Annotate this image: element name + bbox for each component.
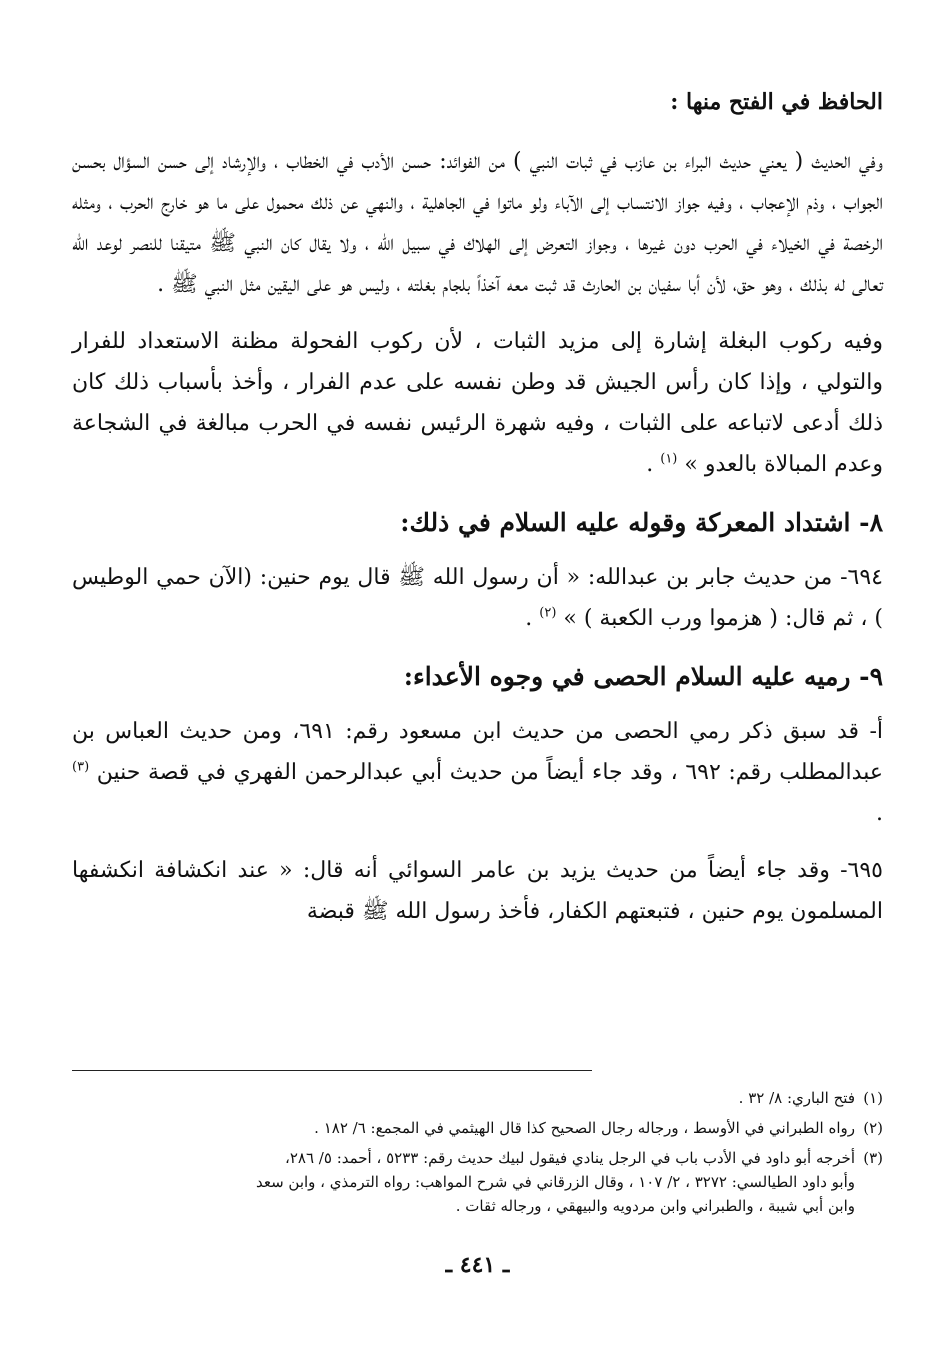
intro-line: الحافظ في الفتح منها : <box>670 89 883 115</box>
book-page <box>72 82 883 1315</box>
page-number: ـ ٤٤١ ـ <box>445 1252 510 1278</box>
footnote-3 <box>72 1146 883 1218</box>
footnote-text-continued: وابن أبي شيبة ، والطبراني وابن مردويه والبيهقي ، ورجاله ثقات . <box>455 1197 855 1215</box>
footnote-number: (١) <box>863 1089 883 1107</box>
hadith-694-text: ٦٩٤- من حديث جابر بن عبدالله: « أن رسول الله ﷺ قال يوم حنين: (الآن حمي الوطيس ) ، ثم قال: ( هزموا ورب الكعبة ) » <box>72 565 883 631</box>
section-heading-8: ٨- اشتداد المعركة وقوله عليه السلام في ذلك: <box>400 508 883 537</box>
footnote-text: فتح الباري: ٨/ ٣٢ . <box>738 1089 855 1107</box>
footnote-number: (٢) <box>863 1119 883 1137</box>
footnote-text: رواه الطبراني في الأوسط ، ورجاله رجال الصحيح كذا قال الهيثمي في المجمع: ٦/ ١٨٢ . <box>314 1119 855 1137</box>
paragraph-fawaid: وفي الحديث ( يعني حديث البراء بن عازب في ثبات النبي ) من الفوائد: حسن الأدب في الخطاب ، والإرشاد إلى حسن السؤال بحسن الجواب ، وذم الإعجاب ، وفيه جواز الانتساب إلى الآباء ولو ماتوا في الجاهلية ، والنهي عن ذلك محمول على ما هو خارج الحرب ، ومثله الرخصة في الخيلاء في الحرب دون غيرها ، وجواز التعرض إلى الهلاك في سبيل الله ، ولا يقال كان النبي ﷺ متيقنا للنصر لوعد الله تعالى له بذلك ، وهو حق، لأن أبا سفيان بن الحارث قد ثبت معه آخذاً بلجام بغلته ، وليس هو على اليقين مثل النبي ﷺ . <box>72 149 883 297</box>
footnote-2 <box>72 1116 883 1140</box>
footnote-number: (٣) <box>863 1149 883 1167</box>
section-heading-9: ٩- رميه عليه السلام الحصى في وجوه الأعداء: <box>403 662 883 691</box>
footnote-ref-2: (٢) <box>539 605 557 621</box>
footnote-divider <box>72 1070 592 1071</box>
footnote-text-continued: وأبو داود الطيالسي: ٣٢٧٢ ، ٢/ ١٠٧ ، وقال الزرقاني في شرح المواهب: رواه الترمذي ، وابن سعد <box>255 1173 855 1191</box>
period: . <box>525 606 533 631</box>
footnotes <box>72 1086 883 1224</box>
footnote-ref-3: (٣) <box>72 759 90 775</box>
footnote-ref-1: (١) <box>660 451 678 467</box>
hadith-694 <box>72 557 883 639</box>
footnote-text: أخرجه أبو داود في الأدب باب في الرجل ينادي فيقول لبيك حديث رقم: ٥٢٣٣ ، أحمد: ٥/ ٢٨٦، <box>285 1149 855 1167</box>
footnote-1 <box>72 1086 883 1110</box>
paragraph-hasa <box>72 711 883 834</box>
paragraph-baghla <box>72 321 883 485</box>
paragraph-hasa-text: أ- قد سبق ذكر رمي الحصى من حديث ابن مسعود رقم: ٦٩١، ومن حديث العباس بن عبدالمطلب رقم: ٦٩٢ ، وقد جاء أيضاً من حديث أبي عبدالرحمن الفهري في قصة حنين <box>72 719 883 785</box>
paragraph-baghla-text: وفيه ركوب البغلة إشارة إلى مزيد الثبات ، لأن ركوب الفحولة مظنة الاستعداد للفرار والتولي ، وإذا كان رأس الجيش قد وطن نفسه على عدم الفرار ، وأخذ بأسباب ذلك كان ذلك أدعى لاتباعه على الثبات ، وفيه شهرة الرئيس نفسه في الحرب مبالغة في الشجاعة وعدم المبالاة بالعدو » <box>72 329 884 477</box>
period: . <box>876 801 883 826</box>
hadith-695: ٦٩٥- وقد جاء أيضاً من حديث يزيد بن عامر السوائي أنه قال: « عند انكشافة انكشفها المسلمون يوم حنين ، فتبعتهم الكفار، فأخذ رسول الله ﷺ قبضة <box>72 858 883 924</box>
period: . <box>646 452 654 477</box>
